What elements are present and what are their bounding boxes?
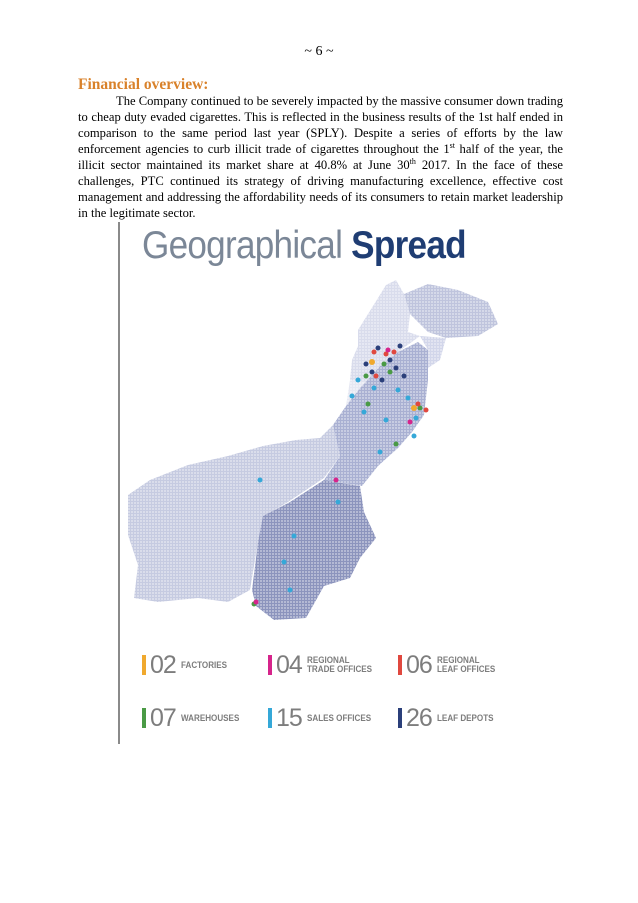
legend-item-factories (142, 650, 235, 679)
legend-label: REGIONAL TRADE OFFICES (306, 655, 372, 675)
leaf-office-marker (374, 374, 379, 379)
figure-title (142, 224, 466, 268)
legend-number: 26 (406, 703, 432, 732)
figure-title-bold: Spread (351, 224, 466, 267)
legend-label: FACTORIES (180, 659, 227, 671)
legend-label: REGIONAL LEAF OFFICES (436, 655, 496, 675)
warehouse-marker (364, 374, 369, 379)
section-heading: Financial overview: (78, 76, 209, 93)
sales-office-marker (378, 450, 383, 455)
legend-item-leaf-offices (398, 650, 505, 679)
legend-bar (398, 655, 402, 675)
legend-label: WAREHOUSES (180, 712, 240, 724)
legend-number: 04 (276, 650, 302, 679)
sales-office-marker (282, 560, 287, 565)
factory-markers (369, 359, 417, 411)
warehouse-marker (388, 370, 393, 375)
leaf-depot-marker (402, 374, 407, 379)
sales-office-marker (384, 418, 389, 423)
factory-marker (411, 405, 417, 411)
sales-office-markers (258, 378, 419, 593)
location-markers (128, 280, 548, 630)
figure-title-light: Geographical (142, 224, 352, 267)
leaf-depot-marker (394, 366, 399, 371)
warehouse-marker (366, 402, 371, 407)
sales-office-marker (362, 410, 367, 415)
paragraph-part-3: 2017. In the face of these challenges, PTC continued its strategy of driving manufacturing excellence, effective cost management and addressing the affordability needs of its consumers to retain market leadership in the legitimate sector. (78, 158, 563, 220)
legend-number: 02 (150, 650, 176, 679)
legend-label: SALES OFFICES (306, 712, 371, 724)
sales-office-marker (412, 434, 417, 439)
trade-office-marker (334, 478, 339, 483)
sales-office-marker (396, 388, 401, 393)
trade-office-marker (408, 420, 413, 425)
legend-item-leaf-depots (398, 703, 503, 732)
geographical-spread-figure (118, 222, 564, 744)
leaf-depot-marker (380, 378, 385, 383)
leaf-depot-marker (388, 358, 393, 363)
figure-left-rule (118, 222, 120, 744)
warehouse-markers (252, 362, 423, 607)
sales-office-marker (336, 500, 341, 505)
leaf-depot-marker (398, 344, 403, 349)
sales-office-marker (288, 588, 293, 593)
legend-number: 06 (406, 650, 432, 679)
sales-office-marker (406, 396, 411, 401)
legend-item-trade-offices (268, 650, 383, 679)
sales-office-marker (372, 386, 377, 391)
sales-office-marker (414, 416, 419, 421)
leaf-depot-marker (364, 362, 369, 367)
superscript-th: th (409, 156, 416, 166)
paragraph-part-2: half of the year, the illicit sector maintained its market share at 40.8% at June 30 (78, 142, 563, 172)
sales-office-marker (292, 534, 297, 539)
legend-bar (142, 708, 146, 728)
sales-office-marker (258, 478, 263, 483)
legend-bar (142, 655, 146, 675)
paragraph-part-1: The Company continued to be severely impacted by the massive consumer down trading to cheap duty evaded cigarettes. This is reflected in the business results of the 1st half ended in comparison to the same period last year (SPLY). Despite a series of efforts by the law enforcement agencies to curb illicit trade of cigarettes throughout the 1 (78, 94, 563, 156)
legend-label: LEAF DEPOTS (436, 712, 494, 724)
leaf-depot-marker (376, 346, 381, 351)
trade-office-markers (254, 348, 413, 605)
legend-item-warehouses (142, 703, 249, 732)
legend-bar (268, 708, 272, 728)
legend-bar (398, 708, 402, 728)
leaf-office-marker (416, 402, 421, 407)
legend-bar (268, 655, 272, 675)
leaf-office-marker (424, 408, 429, 413)
legend-number: 07 (150, 703, 176, 732)
trade-office-marker (254, 600, 259, 605)
leaf-depot-marker (370, 370, 375, 375)
sales-office-marker (356, 378, 361, 383)
page-number: ~ 6 ~ (304, 44, 334, 59)
warehouse-marker (394, 442, 399, 447)
warehouse-marker (382, 362, 387, 367)
trade-office-marker (386, 348, 391, 353)
factory-marker (369, 359, 375, 365)
legend-item-sales-offices (268, 703, 382, 732)
sales-office-marker (350, 394, 355, 399)
body-paragraph (78, 93, 563, 221)
legend-number: 15 (276, 703, 302, 732)
leaf-office-marker (372, 350, 377, 355)
leaf-office-marker (392, 350, 397, 355)
superscript-st: st (449, 140, 455, 150)
